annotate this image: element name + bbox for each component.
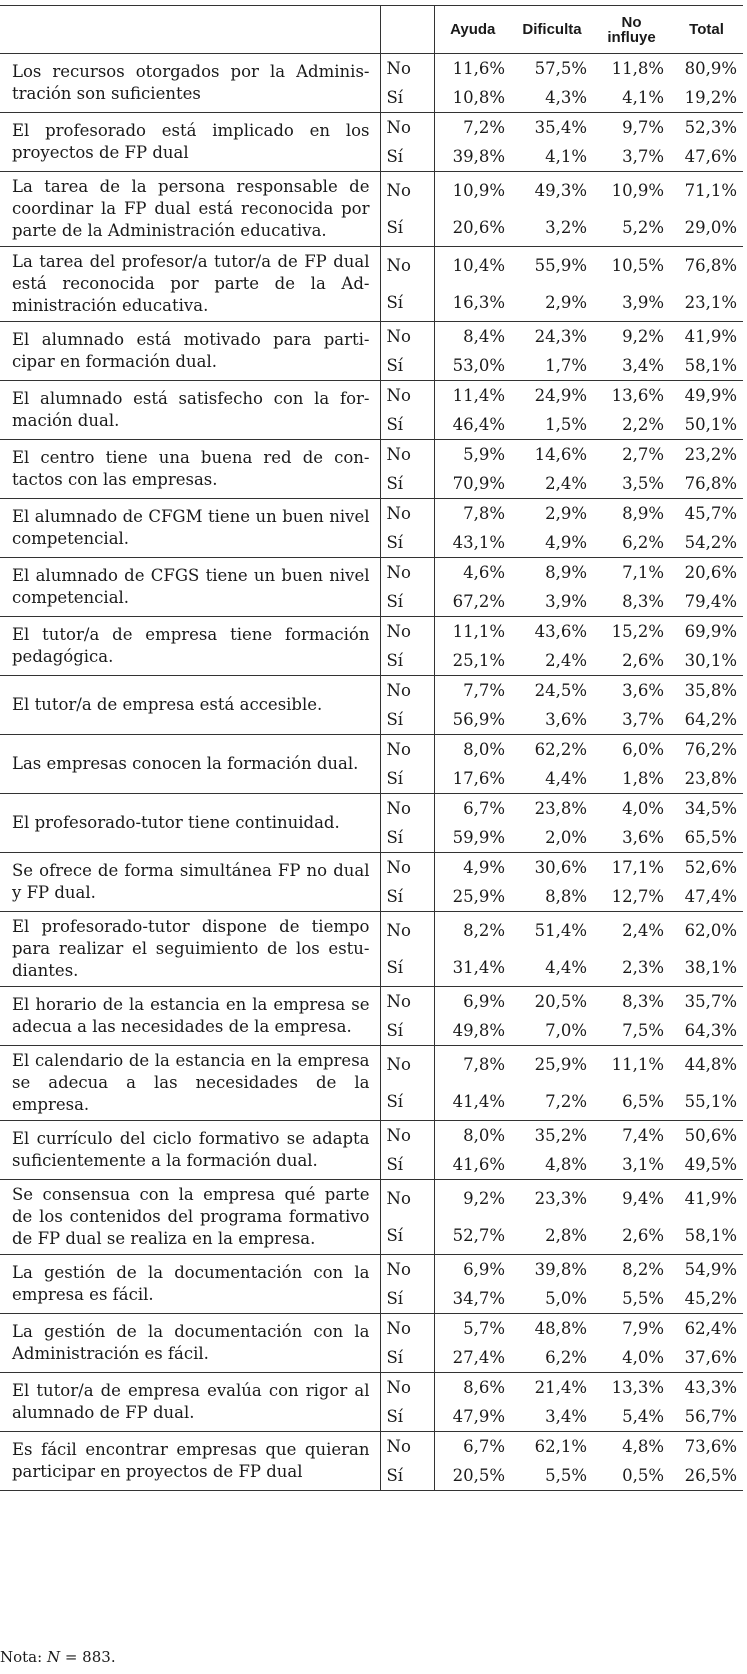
no-influye-cell: 3,4% xyxy=(593,351,670,381)
table-row xyxy=(0,247,743,285)
ayuda-cell: 41,6% xyxy=(434,1150,511,1180)
ayuda-cell: 8,0% xyxy=(463,1126,505,1145)
no-influye-cell: 4,0% xyxy=(593,1343,670,1373)
total-cell: 65,5% xyxy=(670,823,743,853)
ayuda-cell: 4,6% xyxy=(463,563,505,582)
ayuda-cell: 31,4% xyxy=(434,949,511,987)
no-influye-cell: 8,9% xyxy=(622,504,664,523)
total-cell: 37,6% xyxy=(670,1343,743,1373)
dificulta-cell: 2,0% xyxy=(511,823,593,853)
total-cell: 55,1% xyxy=(670,1083,743,1121)
answer-cell: No xyxy=(380,1046,434,1084)
dificulta-cell: 2,4% xyxy=(511,469,593,499)
header-total: Total xyxy=(670,6,743,54)
no-influye-cell: 3,5% xyxy=(593,469,670,499)
answer-cell: No xyxy=(380,987,434,1017)
table-row xyxy=(0,1432,743,1462)
dificulta-cell: 51,4% xyxy=(534,921,587,940)
statement-cell: Es fácil encontrar empresas que quieran participar en proyectos de FP dual xyxy=(0,1432,380,1491)
no-influye-cell: 7,9% xyxy=(622,1319,664,1338)
dificulta-cell: 4,9% xyxy=(511,528,593,558)
dificulta-cell: 62,1% xyxy=(534,1437,587,1456)
total-cell: 35,7% xyxy=(684,992,737,1011)
dificulta-cell: 4,1% xyxy=(511,142,593,172)
statement-cell: El profesorado está implicado en los proyectos de FP dual xyxy=(0,113,380,172)
dificulta-cell: 48,8% xyxy=(534,1319,587,1338)
total-cell: 49,5% xyxy=(670,1150,743,1180)
table-row xyxy=(0,499,743,529)
no-influye-cell: 3,6% xyxy=(593,823,670,853)
no-influye-cell: 15,2% xyxy=(611,622,664,641)
no-influye-cell: 10,9% xyxy=(611,181,664,200)
dificulta-cell: 7,0% xyxy=(511,1016,593,1046)
total-cell: 41,9% xyxy=(684,327,737,346)
answer-cell: Sí xyxy=(380,882,434,912)
answer-cell: No xyxy=(380,558,434,588)
ayuda-cell: 10,4% xyxy=(452,256,505,275)
ayuda-cell: 17,6% xyxy=(434,764,511,794)
table-row xyxy=(0,676,743,706)
no-influye-cell: 3,6% xyxy=(622,681,664,700)
total-cell: 64,3% xyxy=(670,1016,743,1046)
statement-cell: El tutor/a de empresa está accesible. xyxy=(0,676,380,735)
ayuda-cell: 11,4% xyxy=(452,386,505,405)
header-no-influye xyxy=(593,6,670,54)
answer-cell: Sí xyxy=(380,705,434,735)
answer-cell: No xyxy=(380,1255,434,1285)
answer-cell: No xyxy=(380,1432,434,1462)
statement-cell: El alumnado de CFGM tiene un buen nivel competencial. xyxy=(0,499,380,558)
answer-cell: Sí xyxy=(380,410,434,440)
statement-cell: Se consensua con la empresa qué parte de los contenidos del programa formativo de FP dual se realiza en la empresa. xyxy=(0,1180,380,1255)
answer-cell: Sí xyxy=(380,764,434,794)
dificulta-cell: 5,5% xyxy=(511,1461,593,1491)
total-cell: 23,2% xyxy=(684,445,737,464)
answer-cell: No xyxy=(380,617,434,647)
table-row xyxy=(0,912,743,950)
statement-cell: El profesorado-tutor tiene continuidad. xyxy=(0,794,380,853)
statement-cell: El alumnado está motivado para participar en formación dual. xyxy=(0,322,380,381)
total-cell: 73,6% xyxy=(684,1437,737,1456)
answer-cell: Sí xyxy=(380,587,434,617)
total-cell: 45,2% xyxy=(670,1284,743,1314)
ayuda-cell: 34,7% xyxy=(434,1284,511,1314)
table-row xyxy=(0,1180,743,1218)
ayuda-cell: 7,8% xyxy=(463,504,505,523)
total-cell: 26,5% xyxy=(670,1461,743,1491)
no-influye-cell: 8,3% xyxy=(622,992,664,1011)
dificulta-cell: 24,9% xyxy=(534,386,587,405)
dificulta-cell: 30,6% xyxy=(534,858,587,877)
total-cell: 41,9% xyxy=(684,1189,737,1208)
ayuda-cell: 43,1% xyxy=(434,528,511,558)
ayuda-cell: 47,9% xyxy=(434,1402,511,1432)
dificulta-cell: 49,3% xyxy=(534,181,587,200)
total-cell: 71,1% xyxy=(684,181,737,200)
ayuda-cell: 11,1% xyxy=(452,622,505,641)
ayuda-cell: 8,6% xyxy=(463,1378,505,1397)
dificulta-cell: 2,8% xyxy=(511,1217,593,1255)
ayuda-cell: 20,6% xyxy=(434,209,511,247)
total-cell: 23,8% xyxy=(670,764,743,794)
total-cell: 45,7% xyxy=(684,504,737,523)
answer-cell: Sí xyxy=(380,209,434,247)
answer-cell: No xyxy=(380,853,434,883)
dificulta-cell: 7,2% xyxy=(511,1083,593,1121)
total-cell: 19,2% xyxy=(670,83,743,113)
ayuda-cell: 59,9% xyxy=(434,823,511,853)
table-row xyxy=(0,617,743,647)
no-influye-cell: 9,4% xyxy=(622,1189,664,1208)
ayuda-cell: 25,1% xyxy=(434,646,511,676)
total-cell: 38,1% xyxy=(670,949,743,987)
statement-cell: El calendario de la estancia en la empresa se adecua a las necesidades de la empresa. xyxy=(0,1046,380,1121)
header-answer xyxy=(380,6,434,54)
note-prefix: Nota: xyxy=(0,1648,47,1666)
total-cell: 44,8% xyxy=(684,1055,737,1074)
answer-cell: No xyxy=(380,247,434,285)
no-influye-cell: 5,2% xyxy=(593,209,670,247)
answer-cell: No xyxy=(380,381,434,411)
dificulta-cell: 1,7% xyxy=(511,351,593,381)
dificulta-cell: 62,2% xyxy=(534,740,587,759)
answer-cell: No xyxy=(380,172,434,210)
header-statement xyxy=(0,6,380,54)
total-cell: 50,1% xyxy=(670,410,743,440)
ayuda-cell: 4,9% xyxy=(463,858,505,877)
ayuda-cell: 10,8% xyxy=(434,83,511,113)
total-cell: 79,4% xyxy=(670,587,743,617)
no-influye-cell: 8,2% xyxy=(622,1260,664,1279)
total-cell: 54,2% xyxy=(670,528,743,558)
answer-cell: No xyxy=(380,676,434,706)
no-influye-cell: 2,6% xyxy=(593,646,670,676)
answer-cell: No xyxy=(380,794,434,824)
ayuda-cell: 9,2% xyxy=(463,1189,505,1208)
table-row xyxy=(0,853,743,883)
ayuda-cell: 10,9% xyxy=(452,181,505,200)
total-cell: 52,3% xyxy=(684,118,737,137)
total-cell: 69,9% xyxy=(684,622,737,641)
ayuda-cell: 7,7% xyxy=(463,681,505,700)
table-row xyxy=(0,54,743,84)
dificulta-cell: 3,2% xyxy=(511,209,593,247)
dificulta-cell: 2,9% xyxy=(545,504,587,523)
ayuda-cell: 7,8% xyxy=(463,1055,505,1074)
no-influye-cell: 6,0% xyxy=(622,740,664,759)
dificulta-cell: 39,8% xyxy=(534,1260,587,1279)
dificulta-cell: 43,6% xyxy=(534,622,587,641)
total-cell: 62,0% xyxy=(684,921,737,940)
no-influye-cell: 2,7% xyxy=(622,445,664,464)
total-cell: 20,6% xyxy=(684,563,737,582)
dificulta-cell: 20,5% xyxy=(534,992,587,1011)
header-no-influye-line1: No xyxy=(621,13,642,31)
table-row xyxy=(0,794,743,824)
ayuda-cell: 6,9% xyxy=(463,1260,505,1279)
total-cell: 76,2% xyxy=(684,740,737,759)
statement-cell: El centro tiene una buena red de contactos con las empresas. xyxy=(0,440,380,499)
ayuda-cell: 8,2% xyxy=(463,921,505,940)
total-cell: 58,1% xyxy=(670,351,743,381)
no-influye-cell: 0,5% xyxy=(593,1461,670,1491)
answer-cell: Sí xyxy=(380,1150,434,1180)
table-note xyxy=(0,1648,116,1666)
dificulta-cell: 57,5% xyxy=(534,59,587,78)
dificulta-cell: 24,3% xyxy=(534,327,587,346)
dificulta-cell: 14,6% xyxy=(534,445,587,464)
dificulta-cell: 4,8% xyxy=(511,1150,593,1180)
total-cell: 54,9% xyxy=(684,1260,737,1279)
no-influye-cell: 2,3% xyxy=(593,949,670,987)
dificulta-cell: 35,2% xyxy=(534,1126,587,1145)
ayuda-cell: 16,3% xyxy=(434,284,511,322)
table-row xyxy=(0,381,743,411)
answer-cell: No xyxy=(380,1314,434,1344)
no-influye-cell: 11,8% xyxy=(611,59,664,78)
total-cell: 56,7% xyxy=(670,1402,743,1432)
no-influye-cell: 2,6% xyxy=(593,1217,670,1255)
answer-cell: Sí xyxy=(380,284,434,322)
total-cell: 43,3% xyxy=(684,1378,737,1397)
answer-cell: Sí xyxy=(380,469,434,499)
table-row xyxy=(0,1046,743,1084)
dificulta-cell: 6,2% xyxy=(511,1343,593,1373)
ayuda-cell: 8,4% xyxy=(463,327,505,346)
total-cell: 64,2% xyxy=(670,705,743,735)
answer-cell: Sí xyxy=(380,1284,434,1314)
statement-cell: El alumnado está satisfecho con la formación dual. xyxy=(0,381,380,440)
no-influye-cell: 10,5% xyxy=(611,256,664,275)
ayuda-cell: 6,7% xyxy=(463,799,505,818)
ayuda-cell: 70,9% xyxy=(434,469,511,499)
header-ayuda: Ayuda xyxy=(434,6,511,54)
no-influye-cell: 3,7% xyxy=(593,705,670,735)
total-cell: 29,0% xyxy=(670,209,743,247)
answer-cell: Sí xyxy=(380,351,434,381)
answer-cell: Sí xyxy=(380,1461,434,1491)
answer-cell: No xyxy=(380,440,434,470)
no-influye-cell: 2,2% xyxy=(593,410,670,440)
answer-cell: Sí xyxy=(380,949,434,987)
answer-cell: No xyxy=(380,113,434,143)
answer-cell: No xyxy=(380,1180,434,1218)
no-influye-cell: 8,3% xyxy=(593,587,670,617)
total-cell: 62,4% xyxy=(684,1319,737,1338)
no-influye-cell: 9,7% xyxy=(622,118,664,137)
no-influye-cell: 13,3% xyxy=(611,1378,664,1397)
dificulta-cell: 8,9% xyxy=(545,563,587,582)
answer-cell: No xyxy=(380,322,434,352)
table-row xyxy=(0,113,743,143)
table-row xyxy=(0,1255,743,1285)
no-influye-cell: 11,1% xyxy=(611,1055,664,1074)
no-influye-cell: 7,4% xyxy=(622,1126,664,1145)
answer-cell: Sí xyxy=(380,1343,434,1373)
dificulta-cell: 25,9% xyxy=(534,1055,587,1074)
no-influye-cell: 4,8% xyxy=(622,1437,664,1456)
answer-cell: Sí xyxy=(380,83,434,113)
dificulta-cell: 23,8% xyxy=(534,799,587,818)
total-cell: 76,8% xyxy=(670,469,743,499)
no-influye-cell: 3,1% xyxy=(593,1150,670,1180)
total-cell: 47,4% xyxy=(670,882,743,912)
ayuda-cell: 6,9% xyxy=(463,992,505,1011)
ayuda-cell: 5,9% xyxy=(463,445,505,464)
answer-cell: No xyxy=(380,499,434,529)
table-row xyxy=(0,1373,743,1403)
no-influye-cell: 5,4% xyxy=(593,1402,670,1432)
ayuda-cell: 11,6% xyxy=(452,59,505,78)
answer-cell: Sí xyxy=(380,528,434,558)
no-influye-cell: 6,2% xyxy=(593,528,670,558)
total-cell: 47,6% xyxy=(670,142,743,172)
no-influye-cell: 3,9% xyxy=(593,284,670,322)
statement-cell: La gestión de la documentación con la Administración es fácil. xyxy=(0,1314,380,1373)
ayuda-cell: 67,2% xyxy=(434,587,511,617)
answer-cell: Sí xyxy=(380,1083,434,1121)
dificulta-cell: 3,9% xyxy=(511,587,593,617)
table-row xyxy=(0,735,743,765)
ayuda-cell: 39,8% xyxy=(434,142,511,172)
ayuda-cell: 49,8% xyxy=(434,1016,511,1046)
statement-cell: La tarea del profesor/a tutor/a de FP dual está reconocida por parte de la Administración educativa. xyxy=(0,247,380,322)
total-cell: 35,8% xyxy=(684,681,737,700)
no-influye-cell: 3,7% xyxy=(593,142,670,172)
no-influye-cell: 13,6% xyxy=(611,386,664,405)
statement-cell: Se ofrece de forma simultánea FP no dual y FP dual. xyxy=(0,853,380,912)
note-n-symbol: N xyxy=(46,1648,61,1666)
table-row xyxy=(0,558,743,588)
answer-cell: No xyxy=(380,912,434,950)
statement-cell: El profesorado-tutor dispone de tiempo para realizar el seguimiento de los estudiantes. xyxy=(0,912,380,987)
no-influye-cell: 17,1% xyxy=(611,858,664,877)
dificulta-cell: 35,4% xyxy=(534,118,587,137)
no-influye-cell: 1,8% xyxy=(593,764,670,794)
answer-cell: No xyxy=(380,54,434,84)
statement-cell: Las empresas conocen la formación dual. xyxy=(0,735,380,794)
ayuda-cell: 53,0% xyxy=(434,351,511,381)
no-influye-cell: 2,4% xyxy=(622,921,664,940)
answer-cell: No xyxy=(380,735,434,765)
total-cell: 49,9% xyxy=(684,386,737,405)
ayuda-cell: 41,4% xyxy=(434,1083,511,1121)
no-influye-cell: 12,7% xyxy=(593,882,670,912)
header-row xyxy=(0,6,743,54)
dificulta-cell: 2,4% xyxy=(511,646,593,676)
statement-cell: La tarea de la persona responsable de coordinar la FP dual está reconocida por parte de la Administración educativa. xyxy=(0,172,380,247)
ayuda-cell: 25,9% xyxy=(434,882,511,912)
ayuda-cell: 5,7% xyxy=(463,1319,505,1338)
dificulta-cell: 2,9% xyxy=(511,284,593,322)
ayuda-cell: 6,7% xyxy=(463,1437,505,1456)
dificulta-cell: 55,9% xyxy=(534,256,587,275)
no-influye-cell: 4,1% xyxy=(593,83,670,113)
no-influye-cell: 4,0% xyxy=(622,799,664,818)
statement-cell: El currículo del ciclo formativo se adapta suficientemente a la formación dual. xyxy=(0,1121,380,1180)
statement-cell: El tutor/a de empresa tiene formación pedagógica. xyxy=(0,617,380,676)
total-cell: 23,1% xyxy=(670,284,743,322)
dificulta-cell: 4,3% xyxy=(511,83,593,113)
answer-cell: Sí xyxy=(380,1402,434,1432)
header-dificulta: Dificulta xyxy=(511,6,593,54)
answer-cell: Sí xyxy=(380,1217,434,1255)
statement-cell: La gestión de la documentación con la empresa es fácil. xyxy=(0,1255,380,1314)
statement-cell: El horario de la estancia en la empresa se adecua a las necesidades de la empresa. xyxy=(0,987,380,1046)
answer-cell: No xyxy=(380,1373,434,1403)
total-cell: 80,9% xyxy=(684,59,737,78)
ayuda-cell: 27,4% xyxy=(434,1343,511,1373)
dificulta-cell: 1,5% xyxy=(511,410,593,440)
table-container xyxy=(0,5,743,1491)
statement-cell: El alumnado de CFGS tiene un buen nivel competencial. xyxy=(0,558,380,617)
ayuda-cell: 52,7% xyxy=(434,1217,511,1255)
dificulta-cell: 24,5% xyxy=(534,681,587,700)
dificulta-cell: 5,0% xyxy=(511,1284,593,1314)
no-influye-cell: 7,5% xyxy=(593,1016,670,1046)
dificulta-cell: 4,4% xyxy=(511,949,593,987)
table-row xyxy=(0,987,743,1017)
table-row xyxy=(0,322,743,352)
dificulta-cell: 23,3% xyxy=(534,1189,587,1208)
ayuda-cell: 7,2% xyxy=(463,118,505,137)
table-row xyxy=(0,1314,743,1344)
table-row xyxy=(0,172,743,210)
answer-cell: Sí xyxy=(380,1016,434,1046)
total-cell: 34,5% xyxy=(684,799,737,818)
dificulta-cell: 3,6% xyxy=(511,705,593,735)
total-cell: 52,6% xyxy=(684,858,737,877)
total-cell: 76,8% xyxy=(684,256,737,275)
no-influye-cell: 9,2% xyxy=(622,327,664,346)
total-cell: 30,1% xyxy=(670,646,743,676)
table-row xyxy=(0,1121,743,1151)
no-influye-cell: 6,5% xyxy=(593,1083,670,1121)
dificulta-cell: 21,4% xyxy=(534,1378,587,1397)
dificulta-cell: 8,8% xyxy=(511,882,593,912)
ayuda-cell: 56,9% xyxy=(434,705,511,735)
total-cell: 58,1% xyxy=(670,1217,743,1255)
table-row xyxy=(0,440,743,470)
ayuda-cell: 20,5% xyxy=(434,1461,511,1491)
header-no-influye-line2: influye xyxy=(607,28,656,46)
statement-cell: El tutor/a de empresa evalúa con rigor al alumnado de FP dual. xyxy=(0,1373,380,1432)
no-influye-cell: 5,5% xyxy=(593,1284,670,1314)
answer-cell: Sí xyxy=(380,142,434,172)
ayuda-cell: 46,4% xyxy=(434,410,511,440)
statement-cell: Los recursos otorgados por la Administración son suficientes xyxy=(0,54,380,113)
survey-table xyxy=(0,5,743,1491)
answer-cell: Sí xyxy=(380,646,434,676)
total-cell: 50,6% xyxy=(684,1126,737,1145)
note-n-value: = 883. xyxy=(60,1648,116,1666)
ayuda-cell: 8,0% xyxy=(463,740,505,759)
dificulta-cell: 3,4% xyxy=(511,1402,593,1432)
dificulta-cell: 4,4% xyxy=(511,764,593,794)
answer-cell: No xyxy=(380,1121,434,1151)
answer-cell: Sí xyxy=(380,823,434,853)
no-influye-cell: 7,1% xyxy=(622,563,664,582)
